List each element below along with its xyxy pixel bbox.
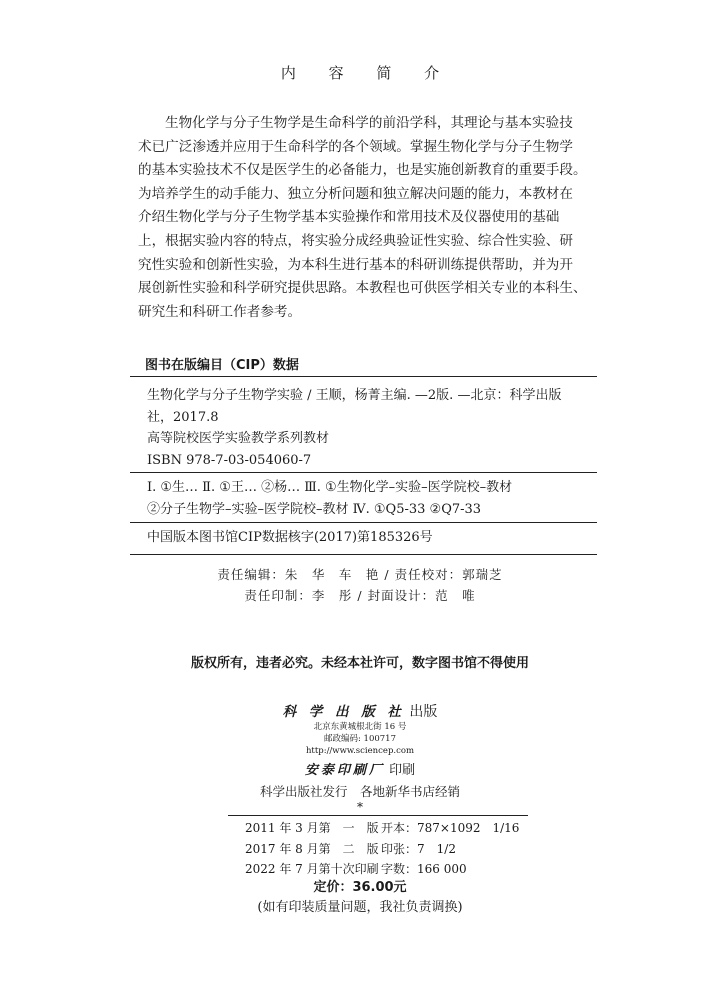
cip-rule-3: [130, 522, 597, 523]
cip-class-line: Ⅰ. ①生… Ⅱ. ①王… ②杨… Ⅲ. ①生物化学–实验–医学院校–教材: [147, 480, 513, 495]
intro-text: [138, 112, 598, 324]
publisher-logo: 科 学 出 版 社: [282, 704, 405, 720]
imprint-spec: 印张：7 1/2: [381, 841, 456, 856]
imprint-edition: 2017 年 8 月第 二 版: [245, 841, 379, 856]
cip-bottom-rule: [130, 554, 597, 555]
cip-line: ISBN 978-7-03-054060-7: [147, 452, 312, 468]
return-note: (如有印装质量问题，我社负责调换): [257, 900, 463, 915]
cip-top-rule: [130, 376, 597, 377]
publisher-address: 北京东黄城根北街 16 号: [313, 722, 407, 732]
intro-line: 介绍生物化学与分子生物学基本实验操作和常用技术及仪器使用的基础: [138, 209, 560, 226]
page-title: 内 容 简 介: [280, 64, 454, 82]
intro-line: 术已广泛渗透并应用于生命科学的各个领域。掌握生物化学与分子生物学: [138, 138, 573, 155]
copyright-notice: 版权所有，违者必究。未经本社许可，数字图书馆不得使用: [190, 656, 529, 671]
publisher-postcode: 邮政编码: 100717: [323, 734, 396, 744]
intro-line: 的基本实验技术不仅是医学生的必备能力，也是实施创新教育的重要手段。: [138, 162, 587, 179]
imprint-row: [245, 818, 519, 839]
imprint-edition: 2011 年 3 月第 一 版: [245, 821, 379, 835]
cip-line: 高等院校医学实验教学系列教材: [147, 431, 330, 446]
editor-line: 责任编辑：朱 华 车 艳 / 责任校对：郭瑞芝: [217, 567, 503, 582]
editor-line: 责任印制：李 彤 / 封面设计：范 唯: [244, 588, 476, 603]
imprint-edition: 2022 年 7 月第十次印刷: [245, 862, 379, 876]
cip-line: 生物化学与分子生物学实验 / 王顺，杨菁主编. —2版. —北京：科学出版: [147, 388, 562, 403]
imprint-top-rule: [228, 815, 528, 816]
publisher-url: http://www.sciencep.com: [305, 746, 415, 756]
cip-mid-rule: [130, 472, 597, 473]
distribution: 科学出版社发行 各地新华书店经销: [259, 784, 460, 799]
printer-logo: 安泰印刷厂: [304, 763, 385, 778]
intro-line: 展创新性实验和科学研究提供思路。本教程也可供医学相关专业的本科生、: [138, 280, 587, 297]
intro-line: 研究生和科研工作者参考。: [138, 303, 302, 320]
intro-line: 究性实验和创新性实验，为本科生进行基本的科研训练提供帮助，并为开: [138, 256, 573, 273]
cip-heading: 图书在版编目（CIP）数据: [145, 358, 299, 373]
imprint-spec: 字数：166 000: [381, 862, 467, 876]
price: 定价：36.00元: [313, 880, 407, 895]
cip-classification: [147, 477, 597, 520]
cip-class-line: ②分子生物学–实验–医学院校–教材 Ⅳ. ①Q5-33 ②Q7-33: [147, 501, 482, 517]
imprint-table: [245, 818, 519, 880]
cip-record: 中国版本图书馆CIP数据核字(2017)第185326号: [147, 530, 433, 545]
imprint-row: [245, 839, 519, 860]
printer-suffix: 印刷: [389, 763, 416, 778]
imprint-spec: 开本：787×1092 1/16: [381, 821, 520, 835]
intro-line: 为培养学生的动手能力、独立分析问题和独立解决问题的能力，本教材在: [138, 185, 573, 202]
cip-line: 社，2017.8: [147, 409, 219, 425]
cip-block: [147, 385, 597, 471]
publisher-suffix: 出版: [409, 704, 438, 720]
separator-star: *: [357, 800, 363, 814]
intro-line: 生物化学与分子生物学是生命科学的前沿学科，其理论与基本实验技: [165, 115, 573, 131]
editors-block: [0, 564, 720, 606]
intro-line: 上，根据实验内容的特点，将实验分成经典验证性实验、综合性实验、研: [138, 232, 573, 249]
publisher-block: [0, 700, 720, 814]
